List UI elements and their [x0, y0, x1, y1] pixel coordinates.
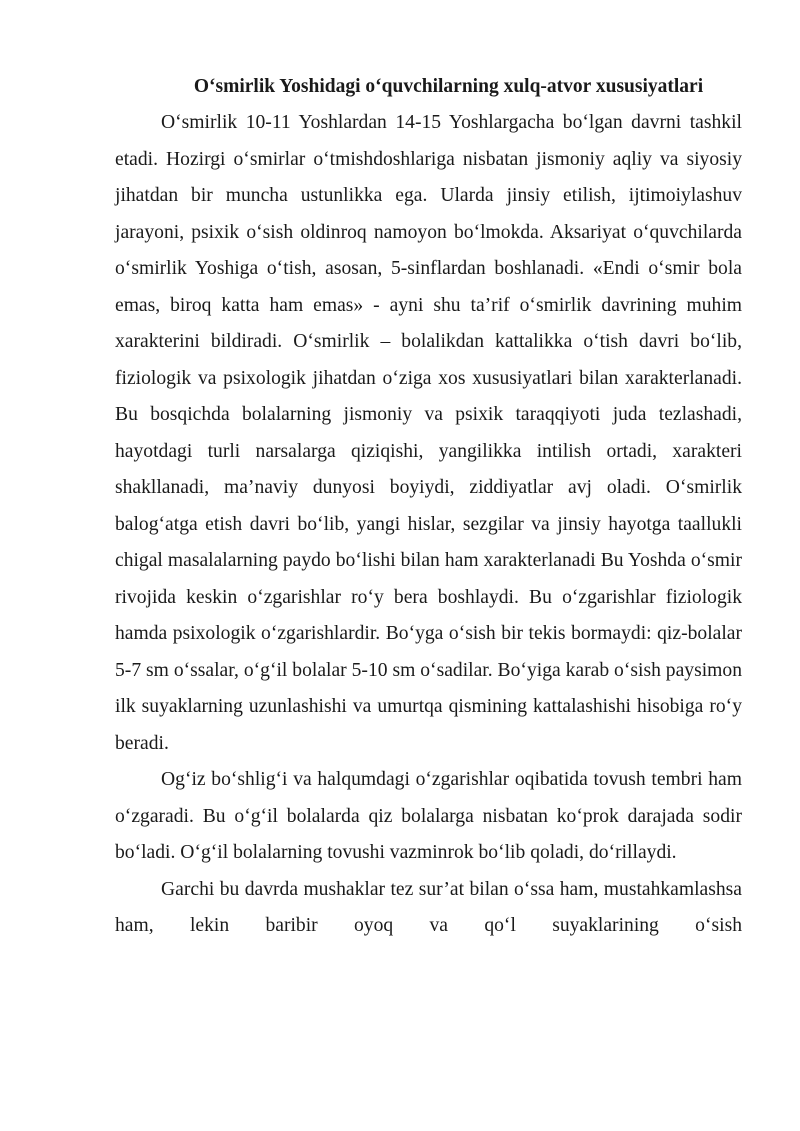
document-title: O‘smirlik Yoshidagi o‘quvchilarning xulq-atvor xususiyatlari [193, 76, 704, 97]
paragraph-2: Og‘iz bo‘shlig‘i va halqumdagi o‘zgarishlar oqibatida tovush tembri ham o‘zgaradi. Bu o‘g‘il bolalarda qiz bolalarga nisbatan ko‘prok darajada sodir bo‘ladi. O‘g‘il bolalarning tovushi vazminrok bo‘lib qoladi, do‘rillaydi. [115, 769, 742, 863]
paragraph-3: Garchi bu davrda mushaklar tez sur’at bilan o‘ssa ham, mustahkamlashsa ham, lekin baribir oyoq va qo‘l suyaklarining o‘sish [115, 878, 742, 936]
paragraph-1: O‘smirlik 10-11 Yoshlardan 14-15 Yoshlargacha bo‘lgan davrni tashkil etadi. Hozirgi o‘smirlar o‘tmishdoshlariga nisbatan jismoniy aqliy va siyosiy jihatdan bir muncha ustunlikka ega. Ularda jinsiy etilish, ijtimoiylashuv jarayoni, psixik o‘sish oldinroq namoyon bo‘lmokda. Aksariyat o‘quvchilarda o‘smirlik Yoshiga o‘tish, asosan, 5-sinflardan boshlanadi. «Endi o‘smir bola emas, biroq katta ham emas» - ayni shu ta’rif o‘smirlik davrining muhim xarakterini bildiradi. O‘smirlik – bolalikdan kattalikka o‘tish davri bo‘lib, fiziologik va psixologik jihatdan o‘ziga xos xususiyatlari bilan xarakterlanadi. Bu bosqichda bolalarning jismoniy va psixik taraqqiyoti juda tezlashadi, hayotdagi turli narsalarga qiziqishi, yangilikka intilish ortadi, xarakteri shakllanadi, ma’naviy dunyosi boyiydi, ziddiyatlar avj oladi. O‘smirlik balog‘atga etish davri bo‘lib, yangi hislar, sezgilar va jinsiy hayotga taallukli chigal masalalarning paydo bo‘lishi bilan ham xarakterlanadi Bu Yoshda o‘smir rivojida keskin o‘zgarishlar ro‘y bera boshlaydi. Bu o‘zgarishlar fiziologik hamda psixologik o‘zgarishlardir. Bo‘yga o‘sish bir tekis bormaydi: qiz-bolalar 5-7 sm o‘ssalar, o‘g‘il bolalar 5-10 sm o‘sadilar. Bo‘yiga karab o‘sish paysimon ilk suyaklarning uzunlashishi va umurtqa qismining kattalashishi hisobiga ro‘y beradi. [115, 112, 742, 754]
document-page [115, 72, 742, 945]
